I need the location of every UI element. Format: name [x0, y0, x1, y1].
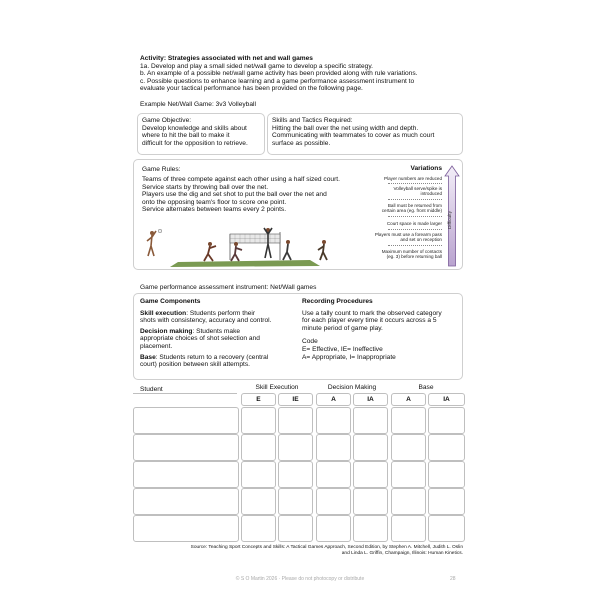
player-figure-1 [147, 231, 156, 256]
score-cell[interactable] [316, 407, 351, 434]
variation-item: Ball must be returned from certain area (eg. front middle) [381, 203, 442, 214]
variation-divider [388, 229, 442, 230]
objective-line: Develop knowledge and skills about [142, 124, 247, 132]
skills-line: surface as possible. [272, 139, 331, 147]
activity-line: c. Possible questions to enhance learning and a game performance assessment instrument to [140, 77, 415, 85]
group-header-skill-execution: Skill Execution [255, 384, 299, 391]
subheader-ia: IA [353, 393, 388, 406]
skills-box [267, 113, 463, 155]
student-header: Student [140, 386, 163, 393]
score-cell[interactable] [241, 407, 276, 434]
footer-copyright: © S O Martin 2026 · Please do not photocopy or distribute [235, 576, 365, 582]
score-cell[interactable] [316, 434, 351, 461]
skills-heading: Skills and Tactics Required: [272, 117, 353, 124]
group-header-base: Base [418, 384, 434, 391]
objective-line: where to hit the ball to make it [142, 132, 230, 140]
score-cell[interactable] [428, 434, 465, 461]
objective-box [137, 113, 265, 155]
score-cell[interactable] [278, 434, 313, 461]
score-cell[interactable] [391, 515, 426, 542]
page-number: 28 [450, 576, 456, 582]
rules-line: Service starts by throwing ball over the net. [142, 183, 269, 191]
variation-divider [388, 199, 442, 200]
score-grid [133, 393, 465, 543]
activity-line: 1a. Develop and play a small sided net/wall game to develop a specific strategy. [140, 62, 373, 70]
objective-heading: Game Objective: [142, 117, 192, 124]
rules-heading: Game Rules: [142, 166, 181, 173]
student-name-cell[interactable] [133, 434, 239, 461]
objective-line: difficult for the opposition to retrieve. [142, 139, 248, 147]
variation-item: Court space is made larger [386, 221, 442, 226]
court-floor [170, 260, 320, 267]
activity-line: b. An example of a possible net/wall game activity has been provided along with rule variations. [140, 70, 418, 78]
ball [158, 229, 162, 233]
score-cell[interactable] [391, 434, 426, 461]
rules-line: Teams of three compete against each other using a half sized court. [142, 176, 340, 183]
code-heading: Code [302, 338, 318, 346]
score-cell[interactable] [353, 434, 388, 461]
variation-divider [388, 183, 442, 184]
assessment-box [133, 293, 463, 380]
score-cell[interactable] [353, 461, 388, 488]
rules-line: onto the opposing team's floor to score one point. [142, 198, 287, 206]
activity-title: Activity: Strategies associated with net and wall games [140, 55, 313, 62]
score-cell[interactable] [428, 515, 465, 542]
score-cell[interactable] [428, 407, 465, 434]
score-cell[interactable] [316, 461, 351, 488]
component-skill-execution: Skill execution: Students perform their [140, 309, 256, 317]
components-heading: Game Components [140, 298, 201, 305]
student-name-cell[interactable] [133, 407, 239, 434]
score-cell[interactable] [241, 515, 276, 542]
player-figure-3 [231, 242, 242, 261]
score-cell[interactable] [391, 461, 426, 488]
score-cell[interactable] [241, 434, 276, 461]
score-cell[interactable] [353, 515, 388, 542]
variation-item: Volleyball serve/spike is introduced [393, 186, 442, 197]
player-figure-2 [204, 242, 216, 261]
activity-block [140, 55, 480, 93]
instrument-label: Game performance assessment instrument: Net/Wall games [140, 284, 317, 291]
score-cell[interactable] [428, 488, 465, 515]
score-cell[interactable] [391, 407, 426, 434]
component-base: Base: Students return to a recovery (central [140, 353, 269, 361]
subheader-e: E [241, 393, 276, 406]
variation-divider [388, 245, 442, 246]
subheader-base-a: A [391, 393, 426, 406]
score-cell[interactable] [316, 515, 351, 542]
volleyball-illustration [140, 224, 330, 268]
variation-item: Players must use a forearm pass and set on reception [374, 232, 442, 243]
subheader-a: A [316, 393, 351, 406]
score-cell[interactable] [241, 461, 276, 488]
student-name-cell[interactable] [133, 461, 239, 488]
recording-heading: Recording Procedures [302, 298, 373, 305]
student-name-cell[interactable] [133, 488, 239, 515]
difficulty-label: Difficulty [448, 210, 453, 230]
subheader-base-ia: IA [428, 393, 465, 406]
score-cell[interactable] [241, 488, 276, 515]
variation-item: Maximum number of contacts (eg. 3) before returning ball [381, 249, 442, 260]
skills-line: Communicating with teammates to cover as much court [272, 132, 435, 140]
activity-line: evaluate your tactical performance has been provided on the following page. [140, 85, 363, 93]
rules-line: Service alternates between teams every 2 points. [142, 206, 287, 214]
components-section: Game Components Skill execution: Students perform their shots with consistency, accuracy and control. Decision making: Students make appropriate choices of shot selection and placement. Base: Students return to a recovery (central court) position between skill attempts. [140, 298, 295, 369]
score-cell[interactable] [428, 461, 465, 488]
variations-heading: Variations [410, 165, 442, 172]
student-header-line [133, 393, 237, 405]
rules-line: Players use the dig and set shot to put the ball over the net and [142, 191, 327, 199]
variation-item: Player numbers are reduced [384, 176, 442, 181]
student-name-cell[interactable] [133, 515, 239, 542]
score-cell[interactable] [278, 515, 313, 542]
score-cell[interactable] [316, 488, 351, 515]
score-cell[interactable] [353, 488, 388, 515]
variation-divider [388, 216, 442, 217]
source-citation: Source: Teaching Sport Concepts and Skills: A Tactical Games Approach, Second Edition, by Stephen A. Mitchell, Judith L. Oslin and Linda L. Griffin, Champaign, Illinois: Human Kinetics. [190, 545, 463, 556]
component-decision-making: Decision making: Students make [140, 327, 241, 335]
score-cell[interactable] [391, 488, 426, 515]
subheader-ie: IE [278, 393, 313, 406]
group-header-decision-making: Decision Making [327, 384, 377, 391]
score-cell[interactable] [278, 488, 313, 515]
score-cell[interactable] [353, 407, 388, 434]
rules-box [133, 159, 463, 270]
skills-line: Hitting the ball over the net using width and depth. [272, 124, 419, 132]
variations-list [318, 174, 442, 266]
example-label: Example Net/Wall Game: 3v3 Volleyball [140, 101, 256, 108]
score-cell[interactable] [278, 461, 313, 488]
score-cell[interactable] [278, 407, 313, 434]
player-figure-5 [283, 240, 291, 260]
recording-section: Recording Procedures Use a tally count to mark the observed category for each player every time it occurs across a 5 minute period of game play. Code E= Effective, IE= Ineffective A= Appropriate, I= Inappropriate [302, 298, 462, 361]
